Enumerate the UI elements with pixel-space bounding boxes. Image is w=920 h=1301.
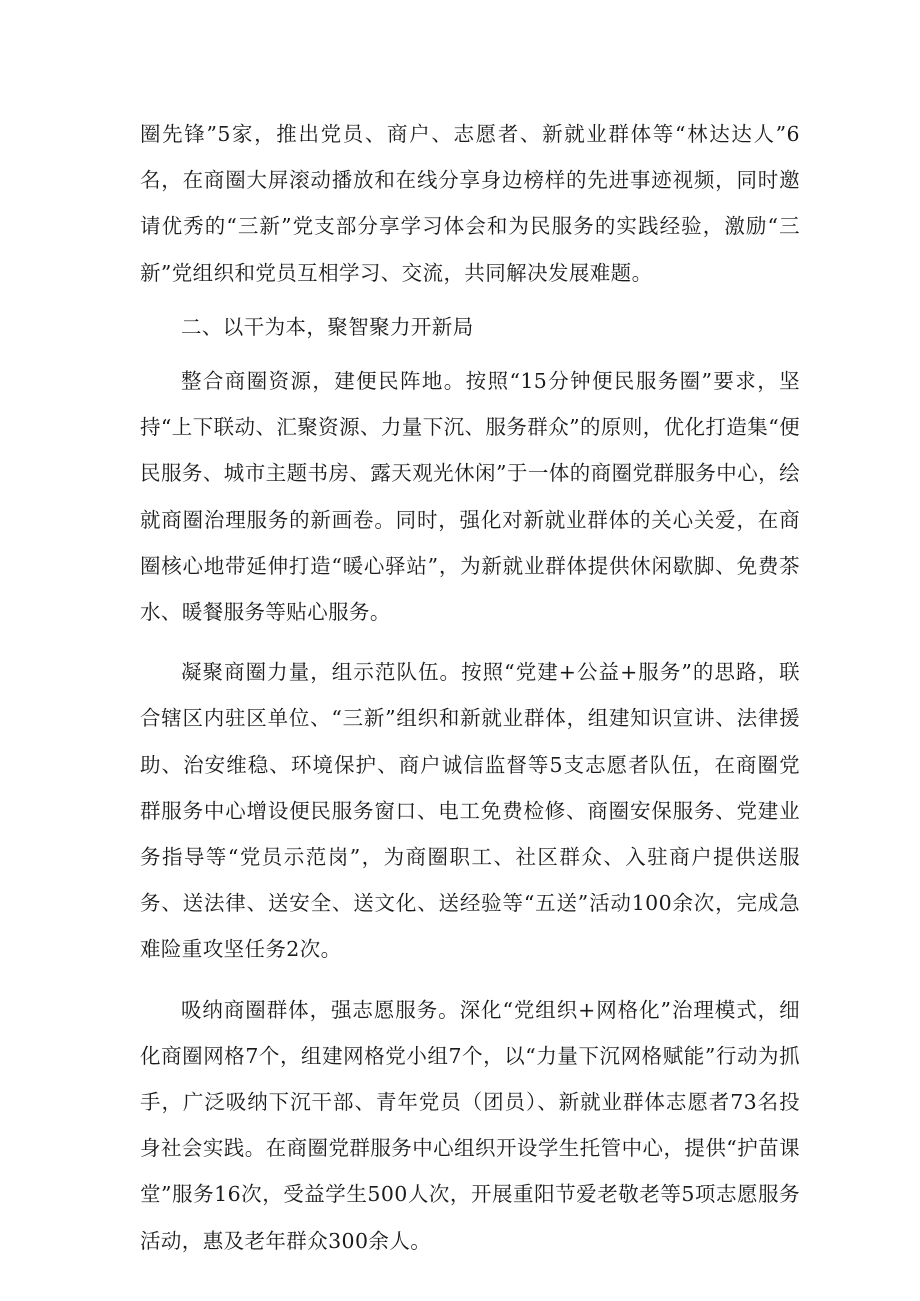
paragraph-team: 凝聚商圈力量，组示范队伍。按照“党建+公益+服务”的思路，联合辖区内驻区单位、“三新”组织和新就业群体，组建知识宣讲、法律援助、治安维稳、环境保护、商户诚信监督等5支志愿者队伍，在商圈党群服务中心增设便民服务窗口、电工免费检修、商圈安保服务、党建业务指导等“党员示范岗”，为商圈职工、社区群众、入驻商户提供送服务、送法律、送安全、送文化、送经验等“五送”活动100余次，完成急难险重攻坚任务2次。 <box>140 660 800 962</box>
paragraph-continuation: 圈先锋”5家，推出党员、商户、志愿者、新就业群体等“林达达人”6名，在商圈大屏滚动播放和在线分享身边榜样的先进事迹视频，同时邀请优秀的“三新”党支部分享学习体会和为民服务的实践经验，激励“三新”党组织和党员互相学习、交流，共同解决发展难题。 <box>140 122 800 285</box>
document-body <box>140 111 800 1264</box>
section-heading-2: 二、以干为本，聚智聚力开新局 <box>181 314 474 339</box>
paragraph-resources: 整合商圈资源，建便民阵地。按照“15分钟便民服务圈”要求，坚持“上下联动、汇聚资源、力量下沉、服务群众”的原则，优化打造集“便民服务、城市主题书房、露天观光休闲”于一体的商圈党群服务中心，绘就商圈治理服务的新画卷。同时，强化对新就业群体的关心关爱，在商圈核心地带延伸打造“暖心驿站”，为新就业群体提供休闲歇脚、免费茶水、暖餐服务等贴心服务。 <box>140 369 800 625</box>
paragraph-volunteer: 吸纳商圈群体，强志愿服务。深化“党组织+网格化”治理模式，细化商圈网格7个，组建网格党小组7个，以“力量下沉网格赋能”行动为抓手，广泛吸纳下沉干部、青年党员（团员）、新就业群体志愿者73名投身社会实践。在商圈党群服务中心组织开设学生托管中心，提供“护苗课堂”服务16次，受益学生500人次，开展重阳节爱老敬老等5项志愿服务活动，惠及老年群众300余人。 <box>140 997 800 1253</box>
